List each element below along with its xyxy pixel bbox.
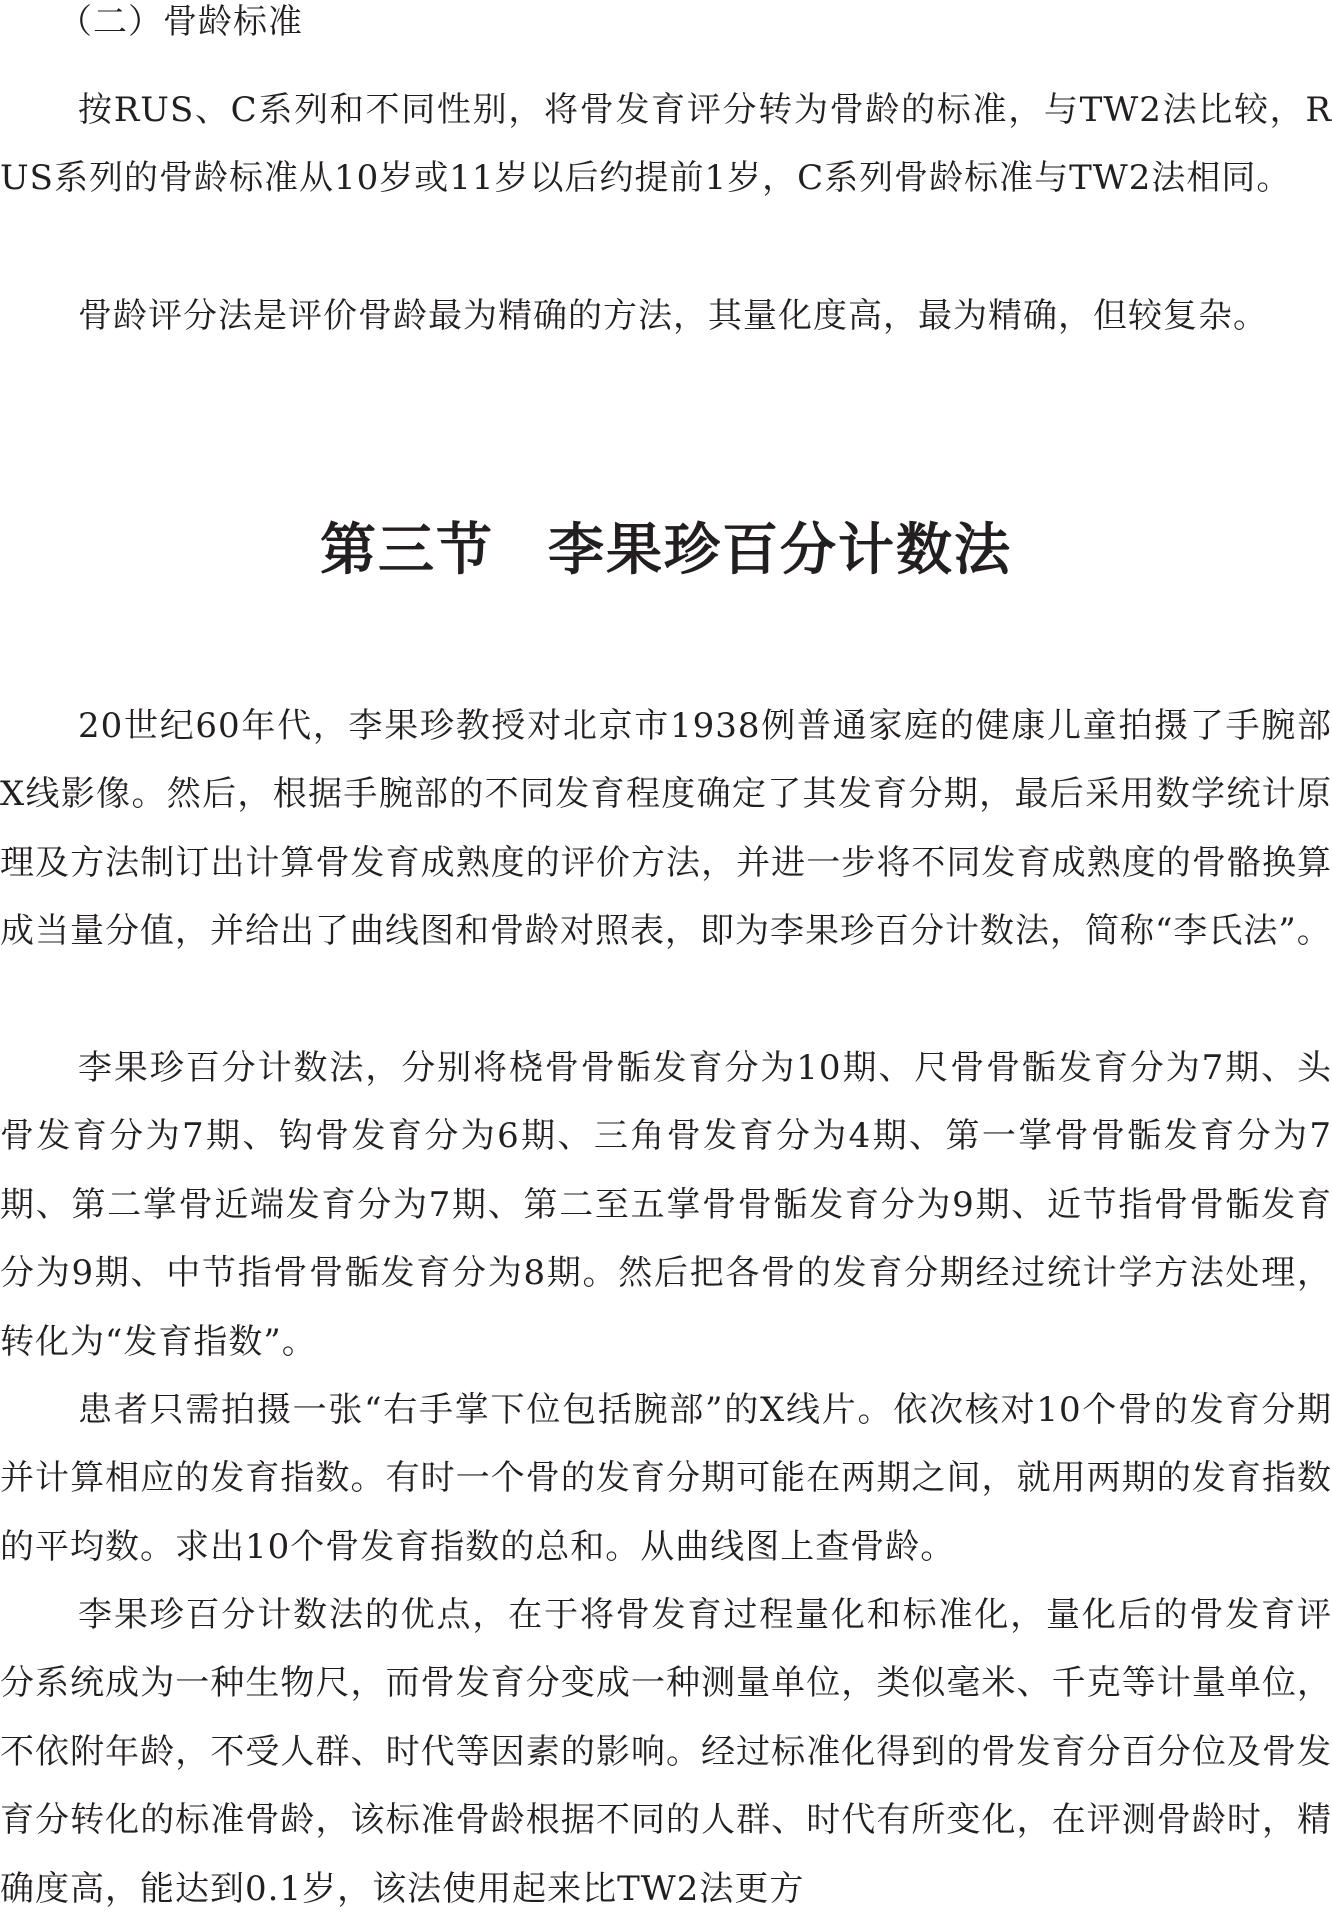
section-name: 李果珍百分计数法 — [548, 518, 1012, 583]
subsection-heading: （二）骨龄标准 — [58, 2, 303, 42]
paragraph-bone-age-standard: 按RUS、C系列和不同性别，将骨发育评分转为骨龄的标准，与TW2法比较，RUS系列的骨龄标准从10岁或11岁以后约提前1岁，C系列骨龄标准与TW2法相同。 — [0, 90, 1332, 199]
paragraph-history: 20世纪60年代，李果珍教授对北京市1938例普通家庭的健康儿童拍摄了手腕部X线影像。然后，根据手腕部的不同发育程度确定了其发育分期，最后采用数学统计原理及方法制订出计算骨发育成熟度的评价方法，并进一步将不同发育成熟度的骨骼换算成当量分值，并给出了曲线图和骨龄对照表，即为李果珍百分计数法，简称“李氏法”。 — [0, 706, 1332, 952]
section-number: 第三节 — [320, 518, 494, 583]
section-title — [0, 516, 1332, 586]
paragraph-scoring-method-summary: 骨龄评分法是评价骨龄最为精确的方法，其量化度高，最为精确，但较复杂。 — [78, 296, 1268, 336]
paragraph-staging: 李果珍百分计数法，分别将桡骨骨骺发育分为10期、尺骨骨骺发育分为7期、头骨发育分为7期、钩骨发育分为6期、三角骨发育分为4期、第一掌骨骨骺发育分为7期、第二掌骨近端发育分为7期、第二至五掌骨骨骺发育分为9期、近节指骨骨骺发育分为9期、中节指骨骨骺发育分为8期。然后把各骨的发育分期经过统计学方法处理，转化为“发育指数”。 — [0, 1048, 1332, 1362]
paragraph-advantages: 李果珍百分计数法的优点，在于将骨发育过程量化和标准化，量化后的骨发育评分系统成为一种生物尺，而骨发育分变成一种测量单位，类似毫米、千克等计量单位，不依附年龄，不受人群、时代等因素的影响。经过标准化得到的骨发育分百分位及骨发育分转化的标准骨龄，该标准骨龄根据不同的人群、时代有所变化，在评测骨龄时，精确度高，能达到0.1岁，该法使用起来比TW2法更方 — [0, 1595, 1332, 1909]
paragraph-procedure: 患者只需拍摄一张“右手掌下位包括腕部”的X线片。依次核对10个骨的发育分期并计算相应的发育指数。有时一个骨的发育分期可能在两期之间，就用两期的发育指数的平均数。求出10个骨发育指数的总和。从曲线图上查骨龄。 — [0, 1390, 1332, 1567]
